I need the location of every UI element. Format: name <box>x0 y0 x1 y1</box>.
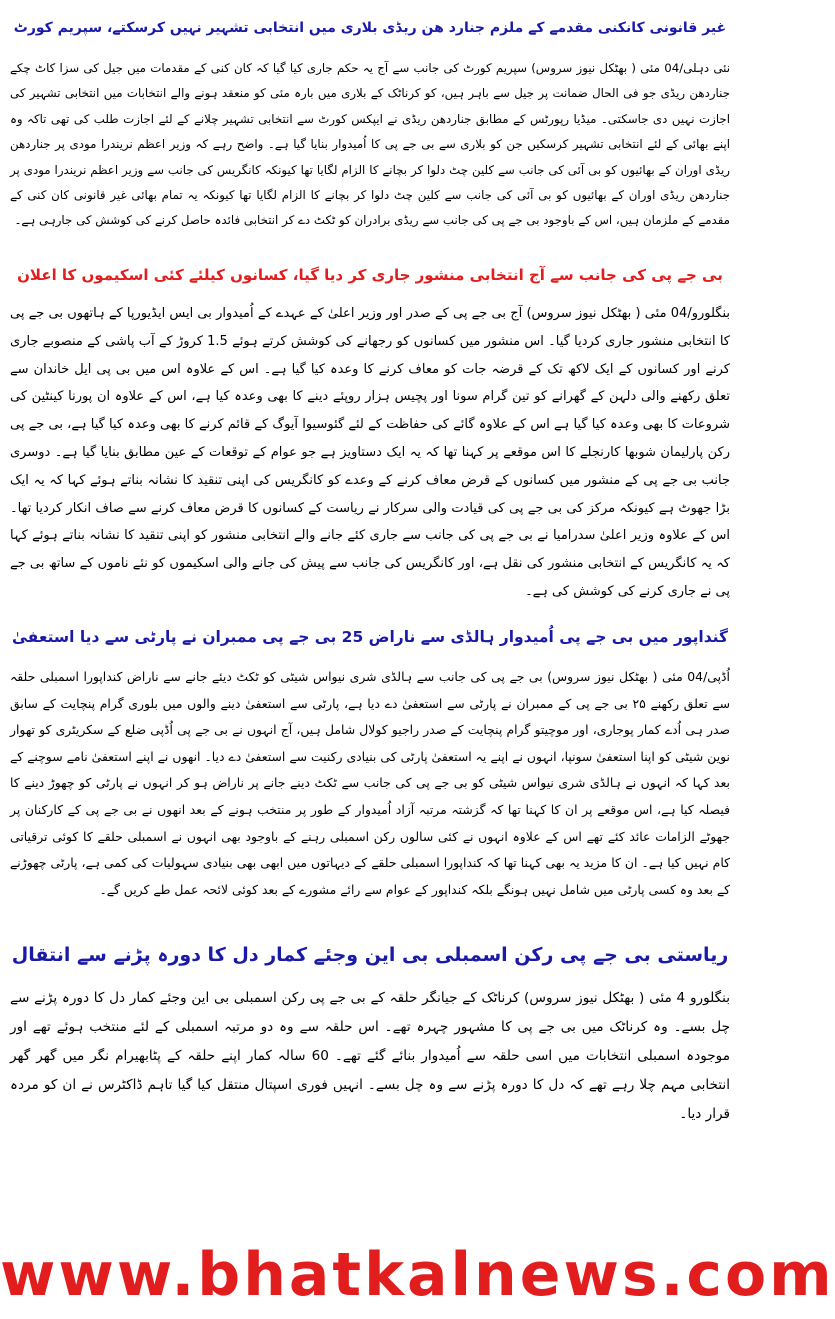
article-headline: گنداپور میں بی جے پی اُمیدوار ہالڈی سے ناراض 25 بی جے پی ممبران نے پارٹی سے دیا استعفیٰ <box>11 628 729 646</box>
article-bjp-manifesto <box>10 252 730 606</box>
article-headline: بی جے پی کی جانب سے آج انتخابی منشور جاری کر دیا گیا، کسانوں کیلئے کئی اسکیموں کا اعلان <box>17 266 723 284</box>
site-brand-logo: www.bhatkalnews.com <box>0 1240 835 1310</box>
article-supreme-court <box>10 6 730 234</box>
article-body: بنگلورو/04 مئی ( بھٹکل نیوز سروس) آج بی جے پی کے صدر اور وزیر اعلیٰ کے عہدے کے اُمیدوار بی ایس ایڈیورپا کے ہاتھوں بی جے پی کا انتخابی منشور جاری کردیا گیا۔ اس منشور میں کسانوں کو رجھانے کی کوشش کرتے ہوئے 1.5 کروڑ کے آب پاشی کے منصوبے جاری کرنے اور کسانوں کے ایک لاکھ تک کے قرضہ جات کو معاف کرنے کا وعدہ کیا گیا ہے۔ اس کے علاوہ اس میں بی پی ایل خاندان سے تعلق رکھنے والی دلہن کے گھرانے کو تین گرام سونا اور پچیس ہزار روپئے دینے کا بھی وعدہ کیا ہے، اس کے علاوہ ان پورنا کینٹین کی شروعات کا بھی وعدہ کیا گیا ہے اس کے علاوہ گائے کی حفاظت کے لئے گئوسیوا آیوگ کے قائم کرنے کا بھی وعدہ کیا گیا ہے، بی جے پی رکن پارلیمان شوبھا کارنجلے کا اس موقعے پر کہنا تھا کہ یہ ایک دستاویز ہے جو عوام کے توقعات کے عین مطابق بنایا گیا ہے۔ دوسری جانب بی جے پی کے منشور میں کسانوں کے قرض معاف کرنے کے وعدے کو کانگریس کی اپنی تنقید کا نشانہ بناتے ہوئے کہا کہ یہ ایک بڑا جھوٹ ہے کیونکہ مرکز کی بی جے پی کی قیادت والی سرکار نے ریاست کے کسانوں کا قرض معاف کرنے سے صاف انکار کردیا تھا۔ اس کے علاوہ وزیر اعلیٰ سدرامیا نے بی جے پی کی جانب سے جاری کئے جانے والے انتخابی منشور کو اپنی تنقید کا نشانہ بناتے ہوئے کہا کہ یہ کانگریس کے انتخابی منشور کی نقل ہے، اور کانگریس کی جانب سے پیش کی جانے والی اسکیموں کو نئے ناموں کے ساتھ بی جے پی نے جاری کرنے کی کوشش کی ہے۔ <box>10 306 730 599</box>
article-vijay-kumar-death <box>10 930 730 1129</box>
article-headline: ریاستی بی جے پی رکن اسمبلی بی این وجئے کمار دل کا دورہ پڑنے سے انتقال <box>11 944 729 966</box>
article-body: بنگلورو 4 مئی ( بھٹکل نیوز سروس) کرناٹک کے جیانگر حلقہ کے بی جے پی رکن اسمبلی بی این وجئے کمار دل کا دورہ پڑنے سے چل بسے۔ وہ کرناٹک میں بی جے پی کا مشہور چہرہ تھے۔ اس حلقہ سے وہ دو مرتبہ اسمبلی کے لئے منتخب ہوئے تھے اور موجودہ اسمبلی انتخابات میں اسی حلقہ سے اُمیدوار بنائے گئے تھے۔ 60 سالہ کمار اپنے حلقہ کے پٹابھیرام نگر میں گھر گھر انتخابی مہم چلا رہے تھے کہ دل کا دورہ پڑنے سے وہ چل بسے۔ انہیں فوری اسپتال منتقل کیا گیا تاہم ڈاکٹرس نے ان کو مردہ قرار دیا۔ <box>10 990 730 1122</box>
article-body: اُڈپی/04 مئی ( بھٹکل نیوز سروس) بی جے پی کی جانب سے ہالڈی شری نیواس شیٹی کو ٹکٹ دیئے جانے سے ناراض کنداپورا اسمبلی حلقہ سے تعلق رکھنے ۲۵ بی جے پی کے ممبران نے پارٹی سے استعفیٰ دے دیا ہے، پارٹی سے استعفیٰ دینے والوں میں بلوری گرام پنچایت کے سابق صدر ہی اُدے کمار پوجاری، اور موچیتو گرام پنچایت کے صدر راجیو کولال شامل ہیں، آج انہوں نے بی جے پی اُڈپی ضلع کے سکریٹری کو تھوار نوین شیٹی کو اپنا استعفیٰ سونپا، انہوں نے اپنے یہ استعفیٰ پارٹی کی بنیادی رکنیت سے استعفیٰ دے دیا۔ انھوں نے اپنے استعفیٰ نامے سوچنے کے بعد کہا کہ انہوں نے ہالڈی شری نیواس شیٹی کو بی جے پی کی جانب سے ٹکٹ دینے جانے پر ناراض ہو کر انہوں نے پارٹی کو چھوڑ دینے کا فیصلہ کیا ہے، اس موقعے پر ان کا کہنا تھا کہ گزشتہ مرتبہ آزاد اُمیدوار کے طور پر منتخب ہونے کے بعد انھوں نے بی جے پی کے کارکنان پر جھوٹے الزامات عائد کئے تھے اس کے علاوہ انہوں نے کئی سالوں رکن اسمبلی رہنے کے باوجود بھی انہوں نے اسمبلی حلقے کا کوئی ترقیاتی کام نہیں کیا ہے۔ ان کا مزید یہ بھی کہنا تھا کہ کنداپورا اسمبلی حلقے کے دیہاتوں میں ابھی بھی بنیادی سہولیات کی کمی ہے، پارٹی چھوڑنے کے بعد وہ کسی پارٹی میں شامل نہیں ہونگے بلکہ کنداپور کے عوام سے رائے مشورے کے بعد کوئی لائحہ عمل طے کریں گے۔ <box>10 669 731 897</box>
article-body: نئی دہلی/04 مئی ( بھٹکل نیوز سروس) سپریم کورٹ کی جانب سے آج یہ حکم جاری کیا گیا کہ کان کنی کے مقدمات میں جیل کی سزا کاٹ چکے جناردھن ریڈی جو فی الحال ضمانت پر جیل سے باہر ہیں، کو کرناٹک کے بلاری میں بارہ مئی کو منعقد ہونے والے انتخابات میں انتخابی تشہیر کی اجازت نہیں دی جاسکتی۔ میڈیا رپورٹس کے مطابق جناردھن ریڈی نے ایپکس کورٹ سے انتخابی تشہیر چلانے کے لئے اجازت طلب کی تھی تاکہ وہ اپنے بھائی کے لئے انتخابی تشہیر کرسکیں جن کو بلاری سے بی جے پی کا اُمیدوار بنایا گیا ہے۔ واضح رہے کہ وزیر اعظم نریندرا مودی پر جناردھن ریڈی اوران کے بھائیوں کو بی آئی کی جانب سے کلین چٹ دلوا کر بچانے کا الزام لگایا تھا کیونکہ کانگریس کی جانب سے وزیر اعظم نریندرا مودی پر جناردھن ریڈی اوران کے بھائیوں کو بی آئی کی جانب سے کلین چٹ دلوا کر بچانے کا الزام لگایا تھا کیونکہ یہ تمام بھائی غیر قانونی کان کنی کے مقدمے کے ملزمان ہیں، اس کے باوجود بی جے پی کی جانب سے ریڈی برادران کو ٹکٹ دے کر انتخابی فائدہ حاصل کرنے کی کوشش کی جارہی ہے۔ <box>10 61 730 228</box>
article-kundapur-resignations <box>10 612 730 903</box>
article-headline: غیر قانونی کانکنی مقدمے کے ملزم جنارد ھن ریڈی بلاری میں انتخابی تشہیر نہیں کرسکتے، سپریم کورٹ <box>13 20 727 36</box>
